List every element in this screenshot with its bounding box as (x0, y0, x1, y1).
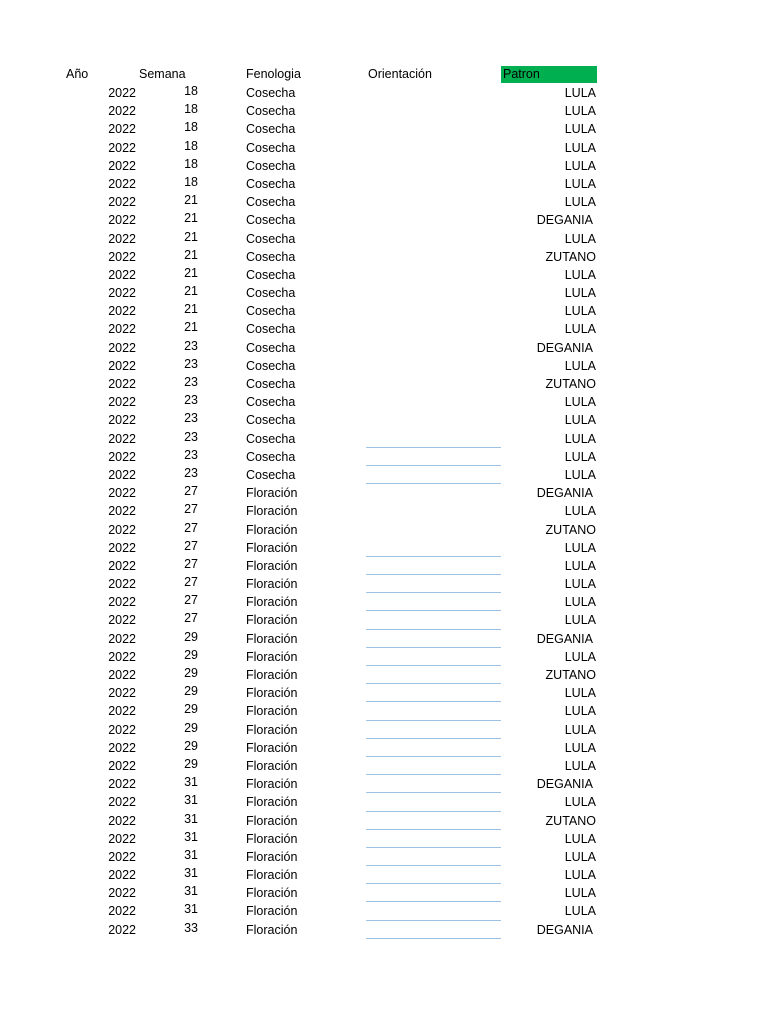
cell-semana[interactable]: 23 (184, 338, 198, 353)
cell-fenologia[interactable]: Floración (246, 486, 298, 501)
cell-semana[interactable]: 27 (184, 593, 198, 608)
cell-patron[interactable]: LULA (564, 595, 596, 610)
cell-orientacion[interactable] (366, 411, 501, 429)
cell-semana[interactable]: 29 (184, 629, 198, 644)
cell-fenologia[interactable]: Floración (246, 631, 298, 646)
cell-fenologia[interactable]: Floración (246, 722, 298, 737)
cell-patron[interactable]: LULA (564, 868, 596, 883)
cell-patron[interactable]: DEGANIA (536, 340, 593, 355)
cell-ano[interactable]: 2022 (108, 467, 136, 482)
cell-orientacion[interactable] (366, 320, 501, 338)
cell-semana[interactable]: 29 (184, 684, 198, 699)
cell-orientacion[interactable] (366, 684, 501, 702)
cell-fenologia[interactable]: Cosecha (246, 249, 296, 264)
cell-semana[interactable]: 29 (184, 666, 198, 680)
cell-patron[interactable]: LULA (564, 540, 596, 555)
cell-semana[interactable]: 29 (184, 720, 198, 735)
cell-patron[interactable]: ZUTANO (545, 668, 596, 682)
cell-orientacion[interactable] (366, 248, 501, 266)
cell-ano[interactable]: 2022 (108, 322, 136, 337)
cell-patron[interactable]: LULA (564, 504, 596, 519)
cell-orientacion[interactable] (366, 593, 501, 611)
cell-patron[interactable]: LULA (564, 431, 596, 446)
cell-fenologia[interactable]: Floración (246, 777, 298, 792)
cell-semana[interactable]: 23 (184, 447, 198, 462)
cell-ano[interactable]: 2022 (108, 577, 136, 592)
column-header-ano: Año (66, 67, 89, 81)
table-row (0, 721, 768, 739)
table-row (0, 320, 768, 338)
table-row (0, 120, 768, 138)
cell-semana[interactable]: 21 (184, 193, 198, 208)
cell-patron[interactable]: LULA (564, 231, 596, 246)
cell-patron[interactable]: LULA (564, 758, 596, 773)
cell-fenologia[interactable]: Cosecha (246, 358, 296, 373)
table-row (0, 466, 768, 484)
table-row (0, 812, 768, 830)
cell-semana[interactable]: 27 (184, 556, 198, 571)
cell-patron[interactable]: DEGANIA (536, 777, 593, 792)
cell-ano[interactable]: 2022 (108, 795, 136, 810)
cell-patron[interactable]: LULA (564, 740, 596, 755)
cell-fenologia[interactable]: Floración (246, 668, 298, 682)
cell-ano[interactable]: 2022 (108, 540, 136, 555)
cell-ano[interactable]: 2022 (108, 413, 136, 428)
cell-semana[interactable]: 31 (184, 811, 198, 826)
cell-semana[interactable]: 21 (184, 265, 198, 280)
table-row (0, 339, 768, 357)
cell-semana[interactable]: 23 (184, 356, 198, 371)
cell-patron[interactable]: LULA (564, 686, 596, 701)
cell-orientacion[interactable] (366, 793, 501, 811)
cell-fenologia[interactable]: Floración (246, 740, 298, 755)
cell-semana[interactable]: 23 (184, 375, 198, 389)
cell-orientacion[interactable] (366, 175, 501, 193)
table-row (0, 793, 768, 811)
cell-fenologia[interactable]: Cosecha (246, 267, 296, 282)
cell-semana[interactable]: 21 (184, 229, 198, 244)
table-row (0, 757, 768, 775)
cell-patron[interactable]: LULA (564, 704, 596, 719)
cell-orientacion[interactable] (366, 630, 501, 648)
cell-semana[interactable]: 21 (184, 302, 198, 317)
cell-fenologia[interactable]: Floración (246, 795, 298, 810)
cell-semana[interactable]: 18 (184, 120, 198, 135)
cell-fenologia[interactable]: Floración (246, 704, 298, 719)
cell-semana[interactable]: 21 (184, 247, 198, 262)
cell-semana[interactable]: 18 (184, 156, 198, 171)
table-row (0, 266, 768, 284)
cell-semana[interactable]: 27 (184, 611, 198, 626)
table-row (0, 430, 768, 448)
cell-ano[interactable]: 2022 (108, 304, 136, 319)
cell-semana[interactable]: 21 (184, 211, 198, 226)
cell-patron[interactable]: LULA (564, 613, 596, 628)
cell-ano[interactable]: 2022 (108, 722, 136, 737)
cell-fenologia[interactable]: Cosecha (246, 158, 296, 173)
table-row (0, 193, 768, 211)
cell-patron[interactable]: LULA (564, 831, 596, 846)
cell-fenologia[interactable]: Cosecha (246, 140, 296, 155)
cell-orientacion[interactable] (366, 211, 501, 229)
cell-orientacion[interactable] (366, 102, 501, 120)
cell-patron[interactable]: DEGANIA (536, 486, 593, 501)
cell-ano[interactable]: 2022 (108, 813, 136, 828)
cell-patron[interactable]: LULA (564, 158, 596, 173)
cell-ano[interactable]: 2022 (108, 849, 136, 864)
cell-orientacion[interactable] (366, 812, 501, 830)
cell-patron[interactable]: LULA (564, 195, 596, 210)
cell-semana[interactable]: 31 (184, 829, 198, 844)
table-row (0, 866, 768, 884)
cell-ano[interactable]: 2022 (108, 431, 136, 446)
cell-orientacion[interactable] (366, 393, 501, 411)
cell-orientacion[interactable] (366, 157, 501, 175)
cell-ano[interactable]: 2022 (108, 213, 136, 228)
cell-patron[interactable]: LULA (564, 467, 596, 482)
cell-orientacion[interactable] (366, 721, 501, 739)
cell-semana[interactable]: 33 (184, 920, 198, 935)
table-row (0, 630, 768, 648)
table-row (0, 521, 768, 539)
table-row (0, 357, 768, 375)
cell-fenologia[interactable]: Floración (246, 686, 298, 701)
cell-fenologia[interactable]: Cosecha (246, 176, 296, 191)
cell-patron[interactable]: LULA (564, 104, 596, 119)
cell-semana[interactable]: 23 (184, 411, 198, 426)
cell-ano[interactable]: 2022 (108, 758, 136, 773)
cell-ano[interactable]: 2022 (108, 904, 136, 919)
cell-orientacion[interactable] (366, 539, 501, 557)
cell-semana[interactable]: 27 (184, 502, 198, 517)
column-header-patron: Patron (501, 66, 597, 83)
cell-ano[interactable]: 2022 (108, 886, 136, 901)
cell-fenologia[interactable]: Cosecha (246, 467, 296, 482)
cell-semana[interactable]: 31 (184, 775, 198, 790)
table-row (0, 484, 768, 502)
cell-fenologia[interactable]: Cosecha (246, 377, 296, 391)
cell-ano[interactable]: 2022 (108, 631, 136, 646)
table-row (0, 248, 768, 266)
cell-ano[interactable]: 2022 (108, 704, 136, 719)
cell-semana[interactable]: 31 (184, 902, 198, 917)
cell-patron[interactable]: LULA (564, 886, 596, 901)
table-row (0, 375, 768, 393)
cell-orientacion[interactable] (366, 866, 501, 884)
cell-ano[interactable]: 2022 (108, 504, 136, 519)
cell-fenologia[interactable]: Cosecha (246, 431, 296, 446)
cell-ano[interactable]: 2022 (108, 449, 136, 464)
cell-orientacion[interactable] (366, 521, 501, 539)
cell-orientacion[interactable] (366, 448, 501, 466)
cell-orientacion[interactable] (366, 902, 501, 920)
table-row (0, 539, 768, 557)
cell-patron[interactable]: LULA (564, 86, 596, 100)
cell-patron[interactable]: LULA (564, 286, 596, 301)
table-row (0, 211, 768, 229)
cell-fenologia[interactable]: Floración (246, 504, 298, 519)
cell-semana[interactable]: 18 (184, 84, 198, 98)
cell-ano[interactable]: 2022 (108, 649, 136, 664)
cell-ano[interactable]: 2022 (108, 922, 136, 937)
cell-fenologia[interactable]: Cosecha (246, 395, 296, 410)
cell-fenologia[interactable]: Floración (246, 904, 298, 919)
cell-patron[interactable]: LULA (564, 577, 596, 592)
cell-fenologia[interactable]: Cosecha (246, 286, 296, 301)
cell-orientacion[interactable] (366, 284, 501, 302)
cell-patron[interactable]: ZUTANO (545, 522, 596, 537)
cell-orientacion[interactable] (366, 757, 501, 775)
cell-patron[interactable]: LULA (564, 558, 596, 573)
cell-fenologia[interactable]: Cosecha (246, 304, 296, 319)
cell-fenologia[interactable]: Floración (246, 649, 298, 664)
cell-patron[interactable]: LULA (564, 395, 596, 410)
cell-orientacion[interactable] (366, 666, 501, 684)
cell-patron[interactable]: LULA (564, 795, 596, 810)
cell-orientacion[interactable] (366, 557, 501, 575)
table-row (0, 175, 768, 193)
column-header-semana: Semana (139, 67, 186, 81)
cell-semana[interactable]: 18 (184, 174, 198, 189)
cell-semana[interactable]: 29 (184, 738, 198, 753)
table-row (0, 611, 768, 629)
cell-ano[interactable]: 2022 (108, 286, 136, 301)
cell-patron[interactable]: LULA (564, 267, 596, 282)
cell-ano[interactable]: 2022 (108, 86, 136, 100)
column-header-orientacion: Orientación (368, 67, 432, 81)
cell-fenologia[interactable]: Floración (246, 558, 298, 573)
table-row (0, 502, 768, 520)
cell-patron[interactable]: LULA (564, 304, 596, 319)
cell-orientacion[interactable] (366, 339, 501, 357)
cell-orientacion[interactable] (366, 921, 501, 939)
cell-fenologia[interactable]: Floración (246, 813, 298, 828)
cell-patron[interactable]: ZUTANO (545, 813, 596, 828)
cell-patron[interactable]: DEGANIA (536, 213, 593, 228)
data-rows (0, 84, 768, 939)
cell-orientacion[interactable] (366, 120, 501, 138)
cell-orientacion[interactable] (366, 575, 501, 593)
cell-orientacion[interactable] (366, 139, 501, 157)
table-row (0, 684, 768, 702)
cell-patron[interactable]: DEGANIA (536, 631, 593, 646)
cell-patron[interactable]: LULA (564, 358, 596, 373)
cell-orientacion[interactable] (366, 430, 501, 448)
cell-orientacion[interactable] (366, 739, 501, 757)
table-row (0, 666, 768, 684)
table-row (0, 775, 768, 793)
cell-patron[interactable]: LULA (564, 849, 596, 864)
cell-fenologia[interactable]: Floración (246, 868, 298, 883)
cell-orientacion[interactable] (366, 357, 501, 375)
cell-orientacion[interactable] (366, 702, 501, 720)
cell-semana[interactable]: 23 (184, 429, 198, 444)
table-row (0, 830, 768, 848)
cell-ano[interactable]: 2022 (108, 395, 136, 410)
cell-ano[interactable]: 2022 (108, 558, 136, 573)
cell-fenologia[interactable]: Floración (246, 922, 298, 937)
cell-ano[interactable]: 2022 (108, 249, 136, 264)
cell-fenologia[interactable]: Cosecha (246, 449, 296, 464)
cell-semana[interactable]: 31 (184, 884, 198, 899)
cell-semana[interactable]: 21 (184, 320, 198, 335)
table-row (0, 411, 768, 429)
cell-patron[interactable]: DEGANIA (536, 922, 593, 937)
cell-ano[interactable]: 2022 (108, 122, 136, 137)
cell-fenologia[interactable]: Cosecha (246, 86, 296, 100)
cell-semana[interactable]: 27 (184, 484, 198, 499)
cell-semana[interactable]: 23 (184, 393, 198, 408)
cell-ano[interactable]: 2022 (108, 486, 136, 501)
cell-fenologia[interactable]: Cosecha (246, 231, 296, 246)
cell-patron[interactable]: LULA (564, 722, 596, 737)
cell-patron[interactable]: LULA (564, 904, 596, 919)
cell-ano[interactable]: 2022 (108, 595, 136, 610)
cell-ano[interactable]: 2022 (108, 176, 136, 191)
cell-patron[interactable]: LULA (564, 122, 596, 137)
cell-patron[interactable]: LULA (564, 140, 596, 155)
table-row (0, 302, 768, 320)
cell-fenologia[interactable]: Cosecha (246, 104, 296, 119)
cell-orientacion[interactable] (366, 302, 501, 320)
cell-fenologia[interactable]: Cosecha (246, 122, 296, 137)
table-row (0, 648, 768, 666)
cell-ano[interactable]: 2022 (108, 777, 136, 792)
cell-fenologia[interactable]: Floración (246, 849, 298, 864)
table-row (0, 393, 768, 411)
cell-patron[interactable]: LULA (564, 322, 596, 337)
cell-fenologia[interactable]: Floración (246, 831, 298, 846)
cell-orientacion[interactable] (366, 84, 501, 102)
cell-semana[interactable]: 18 (184, 102, 198, 117)
cell-semana[interactable]: 27 (184, 520, 198, 535)
table-row (0, 84, 768, 102)
table-row (0, 702, 768, 720)
column-header-fenologia: Fenologia (246, 67, 301, 81)
cell-ano[interactable]: 2022 (108, 377, 136, 391)
cell-patron[interactable]: LULA (564, 449, 596, 464)
cell-orientacion[interactable] (366, 848, 501, 866)
table-row (0, 230, 768, 248)
cell-fenologia[interactable]: Floración (246, 522, 298, 537)
table-row (0, 157, 768, 175)
cell-orientacion[interactable] (366, 611, 501, 629)
cell-patron[interactable]: LULA (564, 176, 596, 191)
cell-orientacion[interactable] (366, 502, 501, 520)
table-row (0, 593, 768, 611)
cell-ano[interactable]: 2022 (108, 267, 136, 282)
table-row (0, 848, 768, 866)
cell-ano[interactable]: 2022 (108, 740, 136, 755)
table-row (0, 448, 768, 466)
cell-fenologia[interactable]: Cosecha (246, 322, 296, 337)
cell-ano[interactable]: 2022 (108, 613, 136, 628)
cell-patron[interactable]: LULA (564, 413, 596, 428)
cell-semana[interactable]: 31 (184, 793, 198, 808)
cell-orientacion[interactable] (366, 466, 501, 484)
cell-fenologia[interactable]: Cosecha (246, 195, 296, 210)
table-row (0, 102, 768, 120)
cell-ano[interactable]: 2022 (108, 686, 136, 701)
cell-ano[interactable]: 2022 (108, 158, 136, 173)
cell-ano[interactable]: 2022 (108, 831, 136, 846)
cell-orientacion[interactable] (366, 775, 501, 793)
cell-semana[interactable]: 18 (184, 138, 198, 153)
cell-semana[interactable]: 21 (184, 284, 198, 299)
cell-semana[interactable]: 29 (184, 756, 198, 771)
cell-fenologia[interactable]: Cosecha (246, 213, 296, 228)
cell-fenologia[interactable]: Floración (246, 577, 298, 592)
cell-patron[interactable]: ZUTANO (545, 249, 596, 264)
cell-ano[interactable]: 2022 (108, 668, 136, 682)
cell-semana[interactable]: 31 (184, 866, 198, 881)
table-row (0, 921, 768, 939)
cell-semana[interactable]: 27 (184, 575, 198, 590)
cell-semana[interactable]: 23 (184, 465, 198, 480)
cell-patron[interactable]: LULA (564, 649, 596, 664)
cell-ano[interactable]: 2022 (108, 340, 136, 355)
cell-fenologia[interactable]: Floración (246, 540, 298, 555)
cell-ano[interactable]: 2022 (108, 231, 136, 246)
cell-fenologia[interactable]: Floración (246, 595, 298, 610)
cell-ano[interactable]: 2022 (108, 868, 136, 883)
cell-ano[interactable]: 2022 (108, 140, 136, 155)
cell-fenologia[interactable]: Cosecha (246, 413, 296, 428)
table-row (0, 284, 768, 302)
table-row (0, 557, 768, 575)
cell-orientacion[interactable] (366, 830, 501, 848)
cell-semana[interactable]: 29 (184, 702, 198, 717)
cell-fenologia[interactable]: Floración (246, 886, 298, 901)
cell-orientacion[interactable] (366, 884, 501, 902)
cell-fenologia[interactable]: Floración (246, 758, 298, 773)
table-row (0, 139, 768, 157)
cell-semana[interactable]: 31 (184, 847, 198, 862)
cell-semana[interactable]: 27 (184, 538, 198, 553)
table-row (0, 575, 768, 593)
cell-ano[interactable]: 2022 (108, 195, 136, 210)
cell-fenologia[interactable]: Floración (246, 613, 298, 628)
cell-orientacion[interactable] (366, 230, 501, 248)
cell-fenologia[interactable]: Cosecha (246, 340, 296, 355)
cell-ano[interactable]: 2022 (108, 104, 136, 119)
table-row (0, 739, 768, 757)
cell-orientacion[interactable] (366, 484, 501, 502)
cell-ano[interactable]: 2022 (108, 358, 136, 373)
table-row (0, 884, 768, 902)
cell-patron[interactable]: ZUTANO (545, 377, 596, 391)
cell-orientacion[interactable] (366, 648, 501, 666)
cell-ano[interactable]: 2022 (108, 522, 136, 537)
table-row (0, 902, 768, 920)
cell-orientacion[interactable] (366, 193, 501, 211)
cell-semana[interactable]: 29 (184, 647, 198, 662)
cell-orientacion[interactable] (366, 375, 501, 393)
cell-orientacion[interactable] (366, 266, 501, 284)
